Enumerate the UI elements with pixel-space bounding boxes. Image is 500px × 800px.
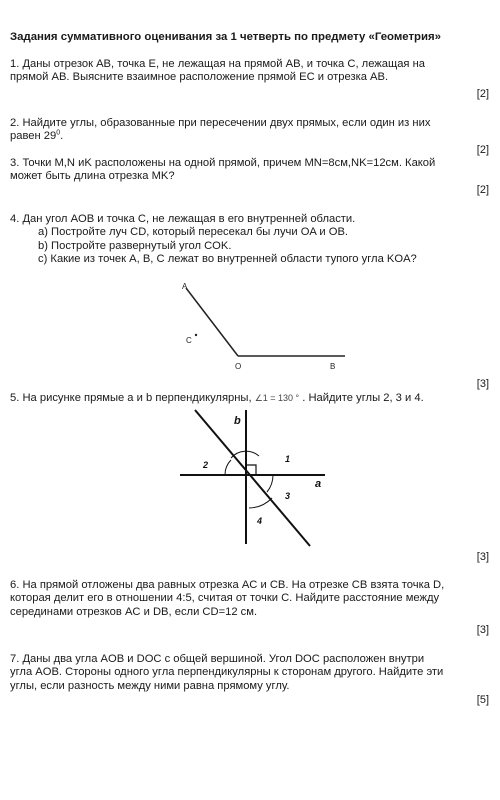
arc-angle-2 — [225, 460, 231, 475]
page-title: Задания суммативного оценивания за 1 четверть по предмету «Геометрия» — [10, 31, 441, 43]
task-7-line-1: 7. Даны два угла AOB и DOC с общей вершиной. Угол DOC расположен внутри — [10, 653, 425, 665]
angle-aob-figure — [160, 278, 360, 376]
task-4 — [10, 213, 488, 267]
task-4-line-b: b) Постройте развернутый угол COK. — [38, 239, 232, 252]
task-5-text-after: . Найдите углы 2, 3 и 4. — [302, 392, 424, 404]
degree-mark: 0 — [56, 129, 61, 137]
task-1-score: [2] — [476, 88, 489, 100]
task-5-text-before: 5. На рисунке прямые a и b перпендикулярны, — [10, 392, 252, 404]
label-angle-3: 3 — [285, 491, 291, 501]
task-5 — [10, 392, 488, 405]
task-3-score: [2] — [476, 184, 489, 196]
task-2-line-2-text: равен 29 — [10, 130, 57, 143]
task-4-line-a: a) Постройте луч CD, который пересекал бы лучи OA и OB. — [38, 226, 349, 239]
arc-angle-4 — [249, 498, 272, 508]
task-2-line-2 — [10, 130, 488, 143]
task-4-score: [3] — [476, 378, 489, 390]
task-6-score: [3] — [476, 624, 489, 636]
task-2-score: [2] — [476, 144, 489, 156]
ray-oa — [186, 288, 238, 356]
label-angle-4: 4 — [257, 516, 263, 526]
label-angle-1: 1 — [285, 454, 291, 464]
task-5-score: [3] — [476, 551, 489, 563]
task-6-line-1: 6. На прямой отложены два равных отрезка AC и CB. На отрезке CB взята точка D, — [10, 579, 445, 591]
transversal-line — [195, 410, 310, 546]
task-3-line-1: 3. Точки M,N иK расположены на одной прямой, причем MN=8см,NK=12см. Какой — [10, 157, 436, 169]
label-a-line: a — [315, 478, 322, 490]
task-6-line-3: серединами отрезков AC и DB, если CD=12 см. — [10, 605, 258, 618]
angle-1-expression: ∠1 = 130 ° — [254, 393, 300, 403]
task-7-line-3: углы, если разность между ними равна прямому углу. — [10, 679, 290, 692]
task-7-score: [5] — [476, 694, 489, 706]
label-b: B — [330, 362, 336, 371]
task-6-line-2: которая делит его в отношении 4:5, считая от точки C. Найдите расстояние между — [10, 592, 440, 605]
point-c-dot — [195, 334, 197, 336]
label-b-line: b — [234, 415, 241, 427]
task-7 — [10, 653, 488, 693]
task-2-end: . — [60, 130, 64, 143]
task-5-line-1 — [10, 392, 488, 405]
perpendicular-lines-figure — [175, 408, 335, 548]
label-angle-2: 2 — [203, 460, 209, 470]
task-2-line-1: 2. Найдите углы, образованные при пересечении двух прямых, если один из них — [10, 117, 431, 129]
task-1 — [10, 58, 488, 85]
label-o: O — [235, 362, 242, 371]
label-c: C — [186, 336, 192, 345]
task-1-line-1: 1. Даны отрезок AB, точка E, не лежащая на прямой AB, и точка C, лежащая на — [10, 58, 425, 70]
task-3-line-2: может быть длина отрезка MK? — [10, 170, 175, 183]
task-1-line-2: прямой AB. Выясните взаимное расположение прямой EC и отрезка AB. — [10, 71, 389, 84]
task-6 — [10, 579, 488, 619]
task-4-line-c: c) Какие из точек A, B, C лежат во внутренней области тупого угла KOA? — [38, 253, 417, 266]
task-2 — [10, 117, 488, 144]
task-3 — [10, 157, 488, 184]
task-4-line-1: 4. Дан угол AOB и точка C, не лежащая в его внутренней области. — [10, 213, 356, 225]
task-7-line-2: угла AOB. Стороны одного угла перпендикулярны к сторонам другого. Найдите эти — [10, 666, 444, 679]
label-a: A — [182, 282, 188, 291]
arc-angle-3 — [267, 475, 273, 492]
